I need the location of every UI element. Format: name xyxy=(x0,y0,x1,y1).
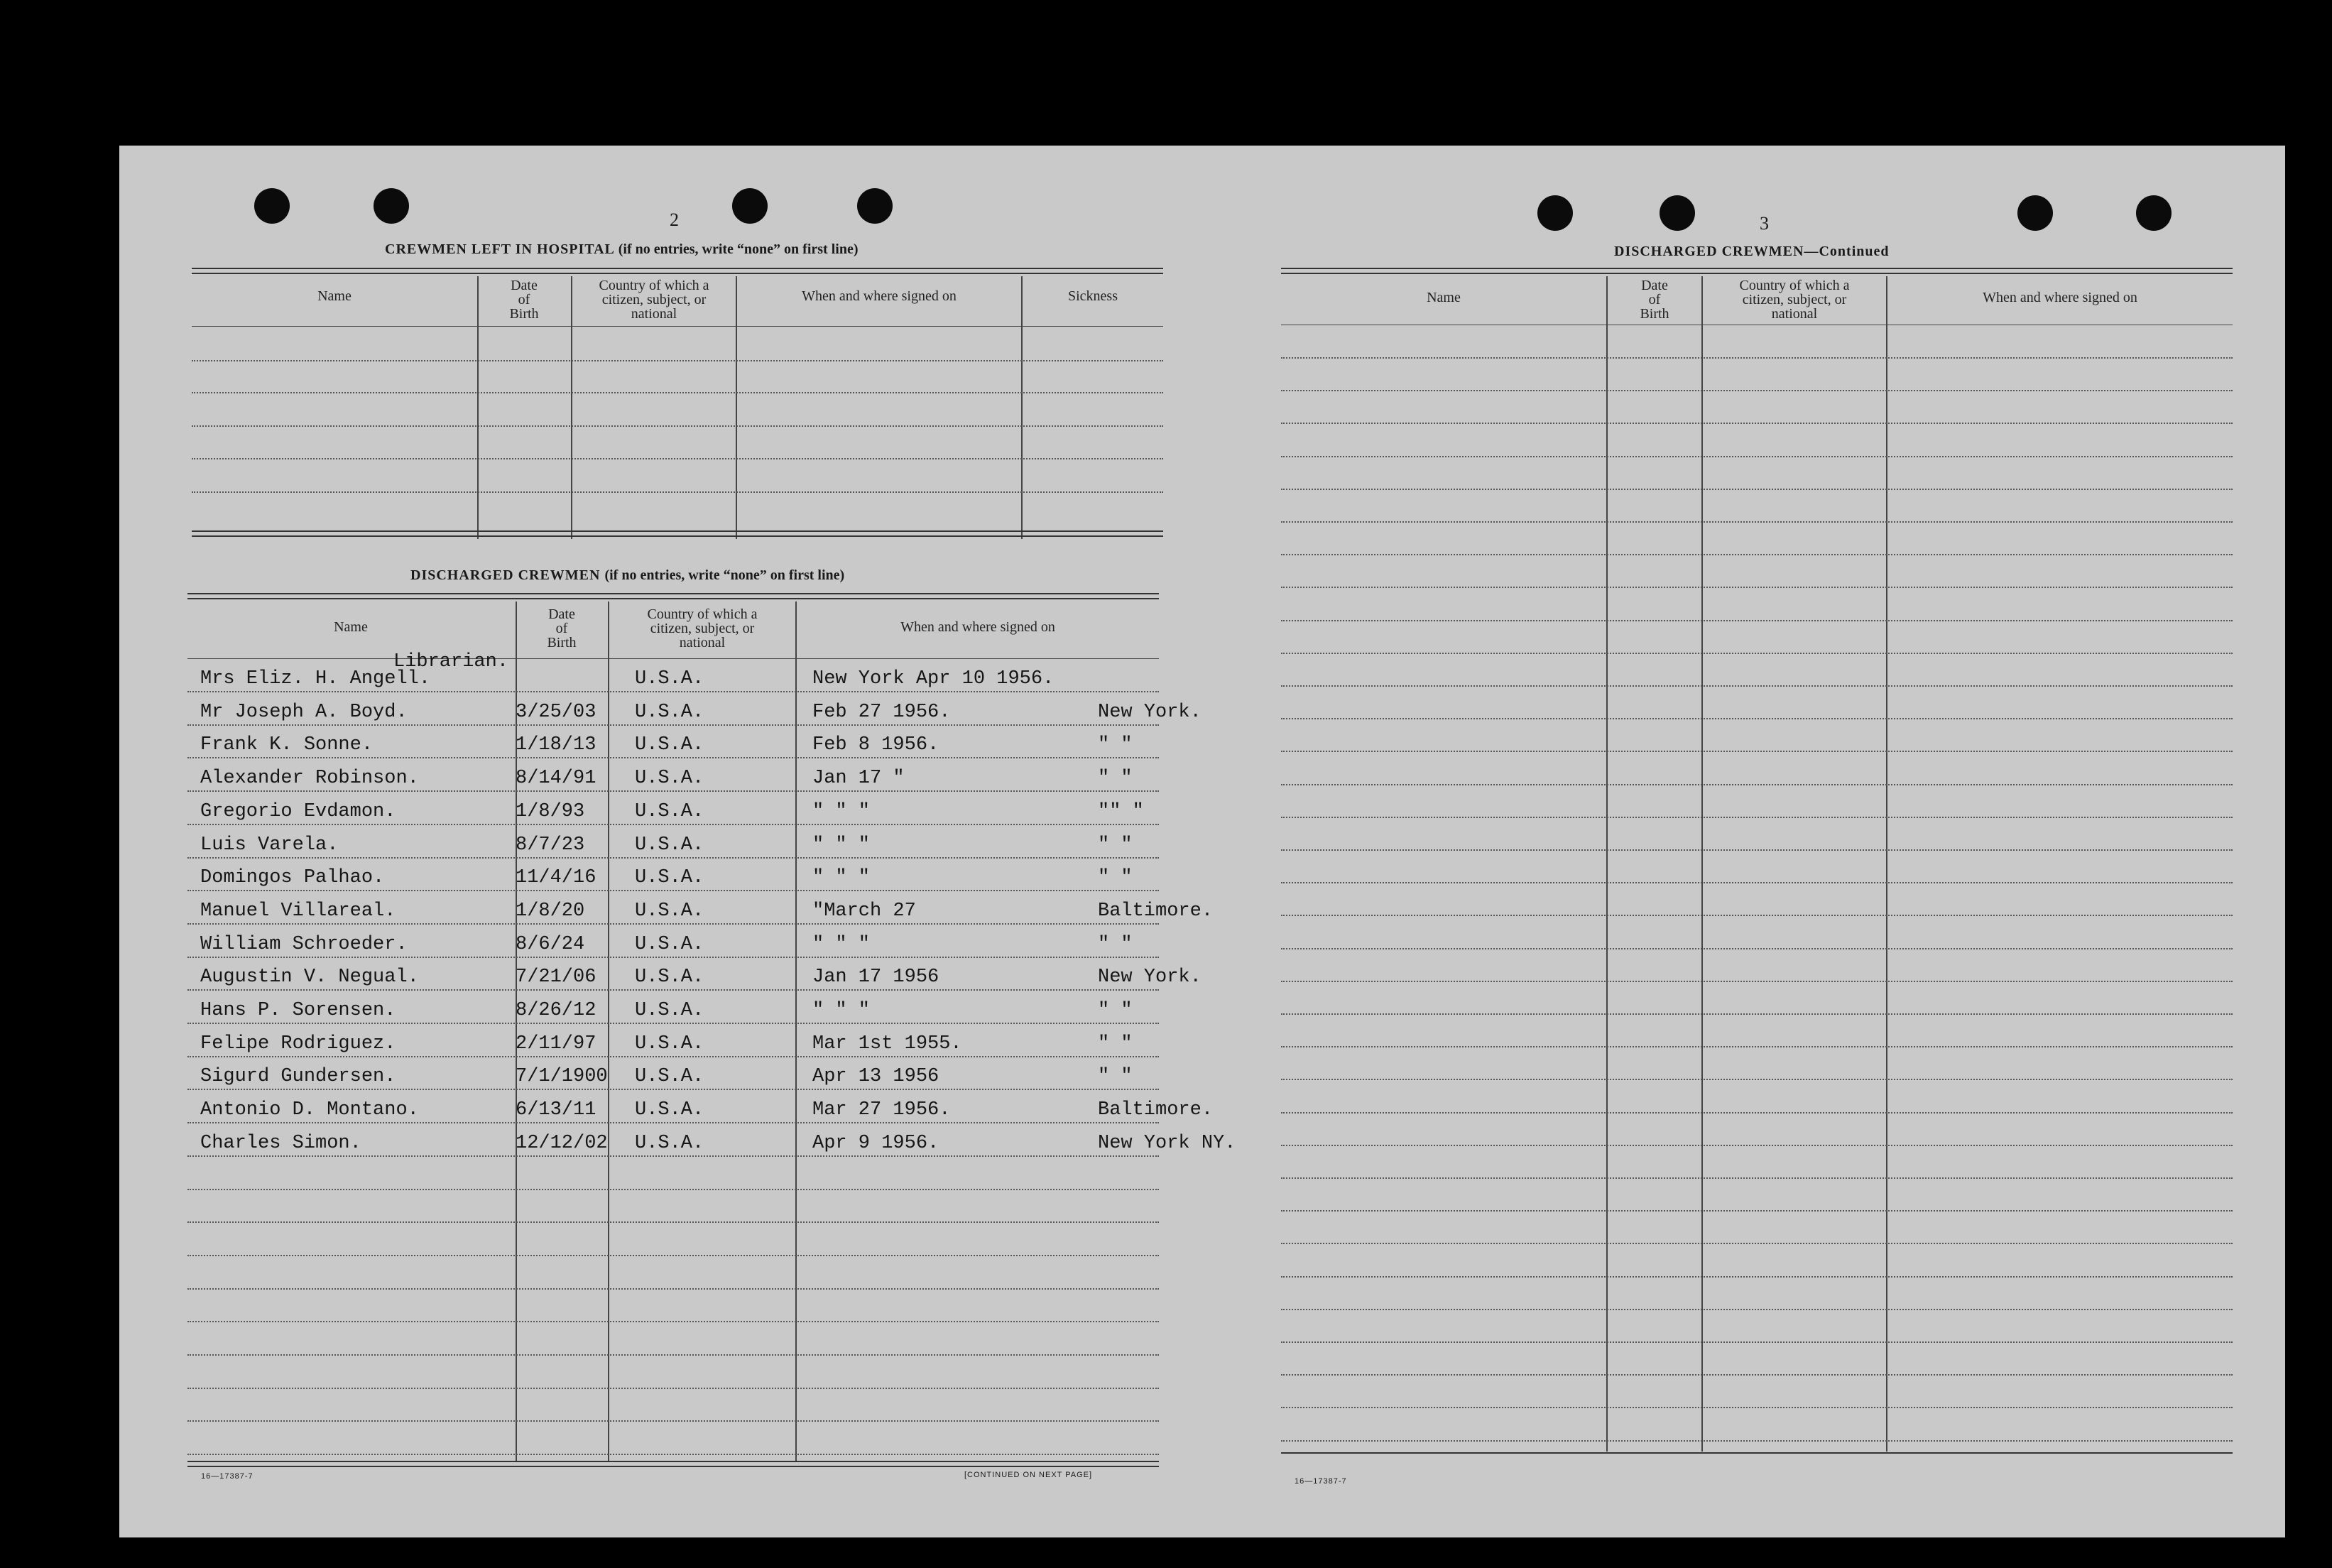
ruled-line xyxy=(1281,1276,2233,1278)
crew-where: " " xyxy=(1098,867,1133,889)
crew-dob: 7/1/1900 xyxy=(516,1066,608,1088)
crew-where: Baltimore. xyxy=(1098,1099,1214,1121)
ruled-line xyxy=(187,724,1159,726)
ruled-line xyxy=(187,1122,1159,1123)
crew-when: Apr 9 1956. xyxy=(812,1132,939,1154)
ruled-line xyxy=(1281,1341,2233,1343)
ruled-line xyxy=(187,989,1159,991)
ruled-line xyxy=(1281,1243,2233,1244)
ruled-line xyxy=(187,890,1159,891)
crew-dob: 8/26/12 xyxy=(516,1000,596,1021)
ruled-line xyxy=(1281,1210,2233,1212)
crew-name: Frank K. Sonne. xyxy=(200,734,374,756)
ruled-line xyxy=(187,857,1159,859)
crew-country: U.S.A. xyxy=(635,734,704,756)
ruled-line xyxy=(1281,1112,2233,1114)
form-number-left: 16—17387-7 xyxy=(201,1472,254,1481)
ruled-line xyxy=(1281,981,2233,982)
continued-note: [CONTINUED ON NEXT PAGE] xyxy=(964,1471,1093,1479)
crew-country: U.S.A. xyxy=(635,668,704,690)
ruled-line xyxy=(187,1056,1159,1057)
crew-when: Feb 27 1956. xyxy=(812,701,951,723)
crew-name: Mr Joseph A. Boyd. xyxy=(200,701,408,723)
crew-dob: 8/7/23 xyxy=(516,834,585,856)
ruled-line xyxy=(1281,620,2233,621)
crew-dob: 8/14/91 xyxy=(516,768,596,790)
crew-where: "" " xyxy=(1098,800,1144,822)
right-col-dob: Date of Birth xyxy=(1640,278,1669,322)
crew-name: Felipe Rodriguez. xyxy=(200,1033,396,1055)
punch-hole xyxy=(2017,195,2053,231)
crew-name: Alexander Robinson. xyxy=(200,768,419,790)
ruled-line xyxy=(1281,1013,2233,1015)
ruled-line xyxy=(187,1155,1159,1157)
crew-where: " " xyxy=(1098,1033,1133,1055)
discharged-col-name: Name xyxy=(334,619,368,635)
ruled-line xyxy=(187,1354,1159,1356)
ruled-line xyxy=(1281,1309,2233,1310)
ruled-line xyxy=(187,757,1159,758)
crew-where: " " xyxy=(1098,734,1133,756)
ruled-line xyxy=(1281,882,2233,883)
discharged-heading xyxy=(410,567,844,584)
right-discharged-table xyxy=(1281,268,2233,1454)
document-paper xyxy=(119,146,2285,1537)
crew-when: " " " xyxy=(812,933,871,955)
crew-country: U.S.A. xyxy=(635,1066,704,1088)
ruled-line xyxy=(1281,1177,2233,1179)
ruled-line xyxy=(1281,554,2233,555)
crew-when: Jan 17 " xyxy=(812,768,905,790)
crew-dob: 1/18/13 xyxy=(516,734,596,756)
hospital-col-dob: Date of Birth xyxy=(509,278,539,322)
ruled-line xyxy=(1281,718,2233,719)
page-number-right: 3 xyxy=(1760,213,1769,234)
crew-where: " " xyxy=(1098,933,1133,955)
ruled-line xyxy=(1281,521,2233,523)
crew-country: U.S.A. xyxy=(635,1000,704,1021)
crew-dob: 7/21/06 xyxy=(516,967,596,989)
ruled-line xyxy=(187,1420,1159,1422)
form-number-right: 16—17387-7 xyxy=(1295,1477,1347,1486)
crew-name: Gregorio Evdamon. xyxy=(200,800,396,822)
ruled-line xyxy=(1281,817,2233,818)
crew-when: Apr 13 1956 xyxy=(812,1066,939,1088)
right-col-name: Name xyxy=(1427,290,1461,305)
ruled-line xyxy=(187,957,1159,958)
ruled-line xyxy=(1281,784,2233,785)
ruled-line xyxy=(187,824,1159,825)
crew-dob: 3/25/03 xyxy=(516,701,596,723)
right-col-country: Country of which a citizen, subject, or national xyxy=(1739,278,1850,322)
ruled-line xyxy=(1281,1046,2233,1047)
ruled-line xyxy=(1281,357,2233,359)
ruled-line xyxy=(1281,751,2233,752)
punch-hole xyxy=(732,188,768,224)
crew-where: " " xyxy=(1098,834,1133,856)
crew-country: U.S.A. xyxy=(635,867,704,889)
ruled-line xyxy=(187,1255,1159,1256)
crew-name: Charles Simon. xyxy=(200,1132,361,1154)
punch-hole xyxy=(1660,195,1695,231)
ruled-line xyxy=(1281,1145,2233,1146)
hospital-col-sickness: Sickness xyxy=(1068,288,1118,304)
ruled-line xyxy=(187,1221,1159,1223)
crew-name: Augustin V. Negual. xyxy=(200,967,419,989)
crew-country: U.S.A. xyxy=(635,800,704,822)
ruled-line xyxy=(187,1454,1159,1455)
punch-hole xyxy=(254,188,290,224)
ruled-line xyxy=(187,1189,1159,1190)
crew-name: Luis Varela. xyxy=(200,834,339,856)
right-col-when: When and where signed on xyxy=(1983,290,2137,305)
crew-when: " " " xyxy=(812,1000,871,1021)
crew-when: " " " xyxy=(812,800,871,822)
crew-dob: 11/4/16 xyxy=(516,867,596,889)
ruled-line xyxy=(187,1321,1159,1322)
ruled-line xyxy=(1281,1407,2233,1408)
punch-hole xyxy=(857,188,893,224)
ruled-line xyxy=(1281,1079,2233,1080)
crew-dob: 6/13/11 xyxy=(516,1099,596,1121)
crew-when: Jan 17 1956 xyxy=(812,967,939,989)
ruled-line xyxy=(187,691,1159,692)
crew-where: " " xyxy=(1098,768,1133,790)
crew-where: " " xyxy=(1098,1066,1133,1088)
discharged-col-when: When and where signed on xyxy=(900,619,1055,635)
ruled-line xyxy=(1281,1374,2233,1376)
crew-country: U.S.A. xyxy=(635,1099,704,1121)
discharged-col-dob: Date of Birth xyxy=(547,606,577,650)
ruled-line xyxy=(1281,423,2233,424)
crew-name: William Schroeder. xyxy=(200,933,408,955)
ruled-line xyxy=(187,923,1159,925)
ruled-line xyxy=(1281,915,2233,916)
ruled-line xyxy=(1281,390,2233,391)
crew-where: " " xyxy=(1098,1000,1133,1021)
crew-name: Domingos Palhao. xyxy=(200,867,385,889)
ruled-line xyxy=(1281,489,2233,490)
ruled-line xyxy=(1281,587,2233,588)
ruled-line xyxy=(187,1388,1159,1389)
crew-note: Librarian. xyxy=(393,651,509,673)
hospital-col-when: When and where signed on xyxy=(802,288,957,304)
ruled-line xyxy=(1281,685,2233,687)
discharged-title: DISCHARGED CREWMEN xyxy=(410,567,601,583)
punch-hole xyxy=(2136,195,2172,231)
crew-where: New York. xyxy=(1098,967,1202,989)
crew-country: U.S.A. xyxy=(635,701,704,723)
discharged-table xyxy=(187,593,1236,1474)
punch-hole xyxy=(374,188,409,224)
crew-where: New York. xyxy=(1098,701,1202,723)
crew-dob: 2/11/97 xyxy=(516,1033,596,1055)
crew-when: " " " xyxy=(812,834,871,856)
crew-country: U.S.A. xyxy=(635,933,704,955)
crew-name: Manuel Villareal. xyxy=(200,900,396,922)
ruled-line xyxy=(187,1023,1159,1024)
crew-name: Sigurd Gundersen. xyxy=(200,1066,396,1088)
discharged-col-country: Country of which a citizen, subject, or national xyxy=(647,606,758,650)
hospital-title: CREWMEN LEFT IN HOSPITAL xyxy=(385,241,614,257)
crew-country: U.S.A. xyxy=(635,967,704,989)
ruled-line xyxy=(1281,653,2233,654)
crew-when: " " " xyxy=(812,867,871,889)
crew-when: New York Apr 10 1956. xyxy=(812,668,1055,690)
crew-country: U.S.A. xyxy=(635,834,704,856)
ruled-line xyxy=(1281,849,2233,851)
crew-where: Baltimore. xyxy=(1098,900,1214,922)
crew-name: Antonio D. Montano. xyxy=(200,1099,419,1121)
crew-country: U.S.A. xyxy=(635,1132,704,1154)
crew-country: U.S.A. xyxy=(635,900,704,922)
crew-name: Hans P. Sorensen. xyxy=(200,1000,396,1021)
discharged-instruction: (if no entries, write “none” on first line) xyxy=(604,567,845,583)
hospital-col-name: Name xyxy=(317,288,352,304)
crew-dob: 1/8/20 xyxy=(516,900,585,922)
crew-where: New York NY. xyxy=(1098,1132,1236,1154)
page-number-left: 2 xyxy=(670,209,679,230)
ruled-line xyxy=(1281,1440,2233,1442)
hospital-heading xyxy=(385,241,859,258)
crew-dob: 12/12/02 xyxy=(516,1132,608,1154)
crew-when: "March 27 xyxy=(812,900,916,922)
right-heading: DISCHARGED CREWMEN—Continued xyxy=(1614,244,1890,259)
ruled-line xyxy=(187,1089,1159,1090)
crew-country: U.S.A. xyxy=(635,1033,704,1055)
crew-country: U.S.A. xyxy=(635,768,704,790)
crew-when: Mar 1st 1955. xyxy=(812,1033,962,1055)
crew-when: Mar 27 1956. xyxy=(812,1099,951,1121)
punch-hole xyxy=(1537,195,1573,231)
crew-dob: 8/6/24 xyxy=(516,933,585,955)
ruled-line xyxy=(1281,456,2233,457)
crew-dob: 1/8/93 xyxy=(516,800,585,822)
ruled-line xyxy=(187,1288,1159,1290)
crew-name: Mrs Eliz. H. Angell. xyxy=(200,668,431,690)
crew-when: Feb 8 1956. xyxy=(812,734,939,756)
ruled-line xyxy=(187,790,1159,792)
hospital-instruction: (if no entries, write “none” on first line) xyxy=(618,241,859,257)
ruled-line xyxy=(1281,948,2233,949)
hospital-col-country: Country of which a citizen, subject, or national xyxy=(599,278,709,322)
